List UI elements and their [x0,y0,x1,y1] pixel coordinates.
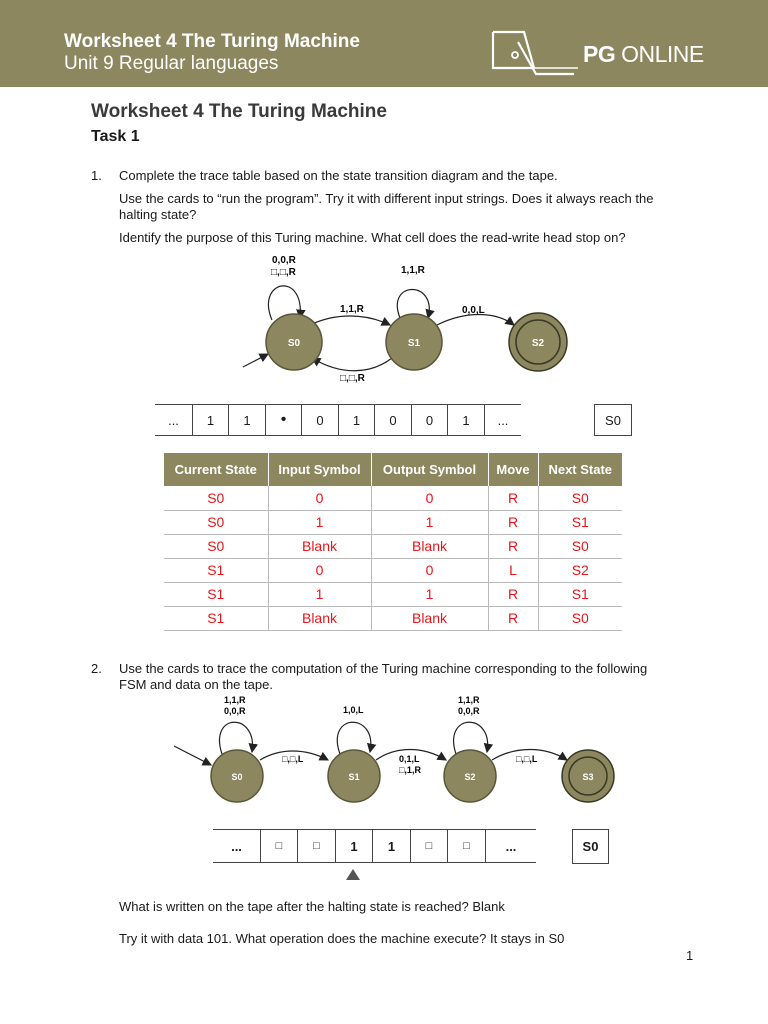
s2-s3-label: □,□,L [516,754,538,764]
tape-cell: 0 [374,404,412,436]
tape-cell: □ [410,829,448,863]
column-header: Next State [538,453,622,486]
tape-cell: □ [447,829,486,863]
table-cell: R [488,606,538,630]
s1-s2-label-2: □,1,R [399,765,421,775]
state-s1-label: S1 [407,338,421,349]
loop-s1-label: 1,0,L [343,705,364,715]
tape-cell: 0 [411,404,448,436]
tape-cell: ... [485,829,536,863]
tape-cell: 1 [447,404,485,436]
table-cell: R [488,582,538,606]
table-cell: S1 [164,582,268,606]
tape-cell: 1 [338,404,375,436]
head-triangle [346,869,360,880]
current-state-box-1: S0 [594,404,632,436]
logo-rest: ONLINE [615,41,704,67]
table-cell: Blank [371,534,488,558]
task-heading: Task 1 [91,128,140,145]
s0-s1-label: □,□,L [282,754,304,764]
table-cell: S0 [538,606,622,630]
logo-bold: PG [583,41,616,67]
q2-text: Use the cards to trace the computation of the Turing machine corresponding to the following FSM and data on the tape. [119,661,648,692]
q1-text1: Complete the trace table based on the state transition diagram and the tape. [119,168,558,183]
tape-cell: ... [155,404,193,436]
table-cell: R [488,510,538,534]
table-cell: 0 [371,486,488,510]
table-cell: S0 [164,486,268,510]
tape-cell: 1 [192,404,229,436]
table-cell: S1 [538,510,622,534]
tape-cell: 1 [372,829,411,863]
table-cell: S2 [538,558,622,582]
tape-cell: 0 [301,404,339,436]
state-s0-label: S0 [231,772,243,782]
q2-answer2: Try it with data 101. What operation does the machine execute? It stays in S0 [119,931,565,946]
table-cell: S0 [538,486,622,510]
tape-cell: • [265,404,302,436]
table-cell: 1 [268,510,371,534]
state-s0-label: S0 [287,338,301,349]
header-title: Worksheet 4 The Turing Machine [64,31,360,52]
loop-s0-label-1: 1,1,R [224,695,246,705]
loop-s0-label-1: 0,0,R [272,255,296,266]
page-number: 1 [686,948,694,963]
table-cell: Blank [268,534,371,558]
state-s1-label: S1 [348,772,360,782]
tape-cell: 1 [228,404,266,436]
q1-number: 1. [91,168,102,183]
table-cell: 1 [268,582,371,606]
q1-text2: Use the cards to “run the program”. Try it with different input strings. Does it always reach the halting state? [119,191,654,222]
table-cell: L [488,558,538,582]
current-state-box-2: S0 [572,829,609,864]
state-s2-label: S2 [531,338,545,349]
table-cell: 0 [371,558,488,582]
tape-cell: ... [213,829,261,863]
q2-answer1: What is written on the tape after the halting state is reached? Blank [119,899,505,914]
s1-s0-label: □,□,R [340,373,365,384]
column-header: Input Symbol [268,453,371,486]
table-cell: Blank [268,606,371,630]
tape-cell: 1 [335,829,373,863]
table-cell: R [488,534,538,558]
table-cell: S1 [164,606,268,630]
header-subtitle: Unit 9 Regular languages [64,53,279,74]
table-cell: S1 [164,558,268,582]
table-cell: Blank [371,606,488,630]
loop-s2-label-1: 1,1,R [458,695,480,705]
tape-cell: ... [484,404,521,436]
table-cell: S0 [538,534,622,558]
table-cell: S1 [538,582,622,606]
loop-s0-label-2: 0,0,R [224,706,246,716]
loop-s2-label-2: 0,0,R [458,706,480,716]
table-cell: S0 [164,510,268,534]
q2-number: 2. [91,661,102,676]
table-cell: R [488,486,538,510]
loop-s1-label: 1,1,R [401,265,425,276]
q1-text3: Identify the purpose of this Turing machine. What cell does the read-write head stop on? [119,230,626,245]
table-cell: 1 [371,582,488,606]
s0-s1-label: 1,1,R [340,304,364,315]
column-header: Current State [164,453,268,486]
tape-cell: □ [260,829,298,863]
table-cell: 0 [268,486,371,510]
state-s2-label: S2 [464,772,476,782]
s1-s2-label: 0,0,L [462,305,485,316]
column-header: Move [488,453,538,486]
table-cell: S0 [164,534,268,558]
column-header: Output Symbol [371,453,488,486]
loop-s0-label-2: □,□,R [271,267,296,278]
page-title: Worksheet 4 The Turing Machine [91,101,387,122]
tape-cell: □ [297,829,336,863]
s1-s2-label-1: 0,1,L [399,754,420,764]
table-cell: 0 [268,558,371,582]
state-s3-label: S3 [582,772,594,782]
table-cell: 1 [371,510,488,534]
